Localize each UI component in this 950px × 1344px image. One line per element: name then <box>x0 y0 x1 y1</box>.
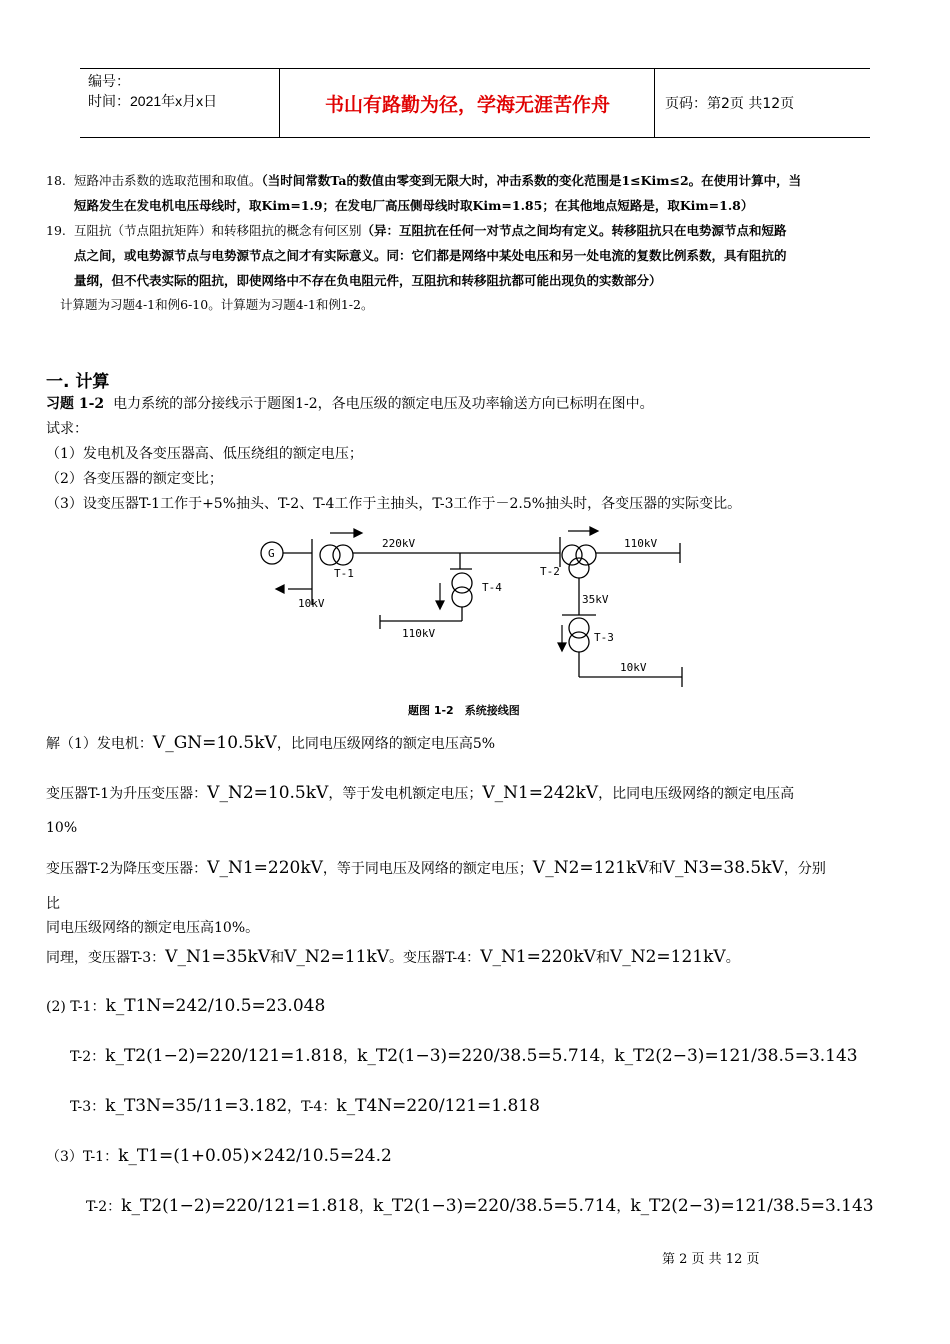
text: 和 <box>270 950 285 966</box>
solution-line-3-cont2: 同电压级网络的额定电压高10%。 <box>46 920 260 936</box>
solution-part2-t1 <box>46 995 325 1018</box>
solution-part3-t2: T-2：k_T2(1−2)=220/121=1.818，k_T2(1−3)=220/38.5=5.714，k_T2(2−3)=121/38.5=3.143 <box>86 1196 874 1216</box>
text: 。变压器T-4： <box>389 950 481 966</box>
text: 解（1）发电机： <box>46 736 153 752</box>
text: 同理，变压器T-3： <box>46 950 166 966</box>
transformer-t4-winding2 <box>452 587 472 607</box>
question-number: 19. <box>46 223 66 238</box>
text: ，比同电压级网络的额定电压高5% <box>276 736 496 752</box>
v10b-label: 10kV <box>620 661 647 674</box>
equation: k_T2(2−3)=121/38.5=3.143 <box>630 1196 874 1216</box>
page-header <box>80 68 870 138</box>
text: ，比同电压级网络的额定电压高 <box>598 786 795 802</box>
solution-line-3-cont1: 比 <box>46 896 60 912</box>
solution-line-1 <box>46 732 495 755</box>
transformer-t2-winding2 <box>576 545 596 565</box>
text: T-4： <box>301 1099 337 1115</box>
question-text: 短路冲击系数的选取范围和取值。 <box>74 173 262 188</box>
transformer-t2-winding3 <box>569 558 589 578</box>
header-page-info: 页码：第2页 共12页 <box>665 96 795 112</box>
solution-line-2 <box>46 782 794 805</box>
equation: V_N2=121kV <box>609 947 726 967</box>
equation: k_T2(1−3)=220/38.5=5.714 <box>357 1046 601 1066</box>
equation: V_N1=35kV <box>165 947 271 967</box>
transformer-t3-winding2 <box>569 632 589 652</box>
question-answer-line2: 短路发生在发电机电压母线时，取Kim=1.9；在发电厂高压侧母线时取Kim=1.85；在其他地点短路是，取Kim=1.8） <box>74 198 754 213</box>
equation: k_T3N=35/11=3.182 <box>105 1096 288 1116</box>
v220-label: 220kV <box>382 537 416 550</box>
equation: V_N2=10.5kV <box>207 783 329 803</box>
text: 和 <box>595 950 610 966</box>
generator-label: G <box>268 547 275 560</box>
problem-ask: 试求： <box>46 421 88 437</box>
equation: k_T1=(1+0.05)×242/10.5=24.2 <box>118 1146 392 1166</box>
text: 变压器T-2为降压变压器： <box>46 861 208 877</box>
equation: k_T2(1−2)=220/121=1.818 <box>121 1196 360 1216</box>
solution-line-4 <box>46 946 740 969</box>
problem-label: 习题 1-2 <box>46 396 105 412</box>
problem-item-2: （2）各变压器的额定变比； <box>46 471 223 487</box>
problem-text: 电力系统的部分接线示于题图1-2，各电压级的额定电压及功率输送方向已标明在图中。 <box>113 396 654 412</box>
calc-note: 计算题为习题4-1和例6-10。计算题为习题4-1和例1-2。 <box>60 297 374 312</box>
problem-item-1: （1）发电机及各变压器高、低压绕组的额定电压； <box>46 446 363 462</box>
diagram-caption: 题图 1-2 系统接线图 <box>408 704 520 717</box>
equation: V_GN=10.5kV <box>152 733 277 753</box>
t1-label: T-1 <box>334 567 354 580</box>
text: 变压器T-1为升压变压器： <box>46 786 208 802</box>
date-label: 时间：2021年x月x日 <box>88 93 218 109</box>
text: (2) T-1： <box>46 999 106 1015</box>
solution-line-2-cont: 10% <box>46 820 78 836</box>
equation: k_T4N=220/121=1.818 <box>336 1096 540 1116</box>
question-text: 互阻抗（节点阻抗矩阵）和转移阻抗的概念有何区别 <box>74 223 362 238</box>
v110b-label: 110kV <box>402 627 436 640</box>
solution-line-3 <box>46 857 826 880</box>
equation: V_N1=220kV <box>207 858 323 878</box>
text: 。 <box>725 950 740 966</box>
question-number: 18. <box>46 173 66 188</box>
header-motto: 书山有路勤为径，学海无涯苦作舟 <box>281 69 655 137</box>
text: T-2： <box>86 1199 122 1215</box>
equation: k_T1N=242/10.5=23.048 <box>105 996 326 1016</box>
problem-statement <box>46 393 654 415</box>
text: ，等于发电机额定电压； <box>328 786 483 802</box>
solution-part2-t3-t4: T-3：k_T3N=35/11=3.182，T-4：k_T4N=220/121=1.818 <box>70 1096 540 1116</box>
equation: V_N2=121kV <box>532 858 649 878</box>
code-label: 编号： <box>88 73 130 89</box>
question-answer-line1: （异：互阻抗在任何一对节点之间均有定义。转移阻抗只在电势源节点和短路 <box>361 223 787 238</box>
page-footer: 第 2 页 共 12 页 <box>662 1252 760 1267</box>
equation: k_T2(1−3)=220/38.5=5.714 <box>373 1196 617 1216</box>
v10a-label: 10kV <box>298 597 325 610</box>
t2-label: T-2 <box>540 565 560 578</box>
question-19 <box>46 218 916 293</box>
equation: V_N1=242kV <box>482 783 599 803</box>
solution-part2-t2: T-2：k_T2(1−2)=220/121=1.818，k_T2(1−3)=220/38.5=5.714，k_T2(2−3)=121/38.5=3.143 <box>70 1046 858 1066</box>
t3-label: T-3 <box>594 631 614 644</box>
text: T-3： <box>70 1099 106 1115</box>
problem-item-3: （3）设变压器T-1工作于+5%抽头、T-2、T-4工作于主抽头，T-3工作于－2.5%抽头时，各变压器的实际变比。 <box>46 496 742 512</box>
solution-part3-t1 <box>46 1145 392 1168</box>
equation: V_N2=11kV <box>284 947 390 967</box>
equation: k_T2(1−2)=220/121=1.818 <box>105 1046 344 1066</box>
question-answer-line3: 量纲，但不代表实际的阻抗，即使网络中不存在负电阻元件，互阻抗和转移阻抗都可能出现负的实数部分） <box>74 273 662 288</box>
text: ，等于同电压及网络的额定电压； <box>322 861 533 877</box>
t4-label: T-4 <box>482 581 502 594</box>
equation: V_N1=220kV <box>480 947 596 967</box>
equation: V_N3=38.5kV <box>662 858 784 878</box>
header-meta <box>80 69 280 137</box>
system-wiring-diagram <box>250 525 700 725</box>
equation: k_T2(2−3)=121/38.5=3.143 <box>614 1046 858 1066</box>
text: （3）T-1： <box>46 1149 119 1165</box>
text: 和 <box>648 861 663 877</box>
question-answer-line2: 点之间，或电势源节点与电势源节点之间才有实际意义。同：它们都是网络中某处电压和另一处电流的复数比例系数，具有阻抗的 <box>74 248 787 263</box>
section-title: 一. 计算 <box>46 372 110 392</box>
question-18 <box>46 168 916 218</box>
transformer-t1-winding2 <box>333 545 353 565</box>
v35-label: 35kV <box>582 593 609 606</box>
transformer-t1-winding1 <box>320 545 340 565</box>
text: ，分别 <box>783 861 826 877</box>
v110a-label: 110kV <box>624 537 658 550</box>
text: T-2： <box>70 1049 106 1065</box>
question-answer-line1: （当时间常数Ta的数值由零变到无限大时，冲击系数的变化范围是1≤Kim≤2。在使用计算中，当 <box>261 173 802 188</box>
